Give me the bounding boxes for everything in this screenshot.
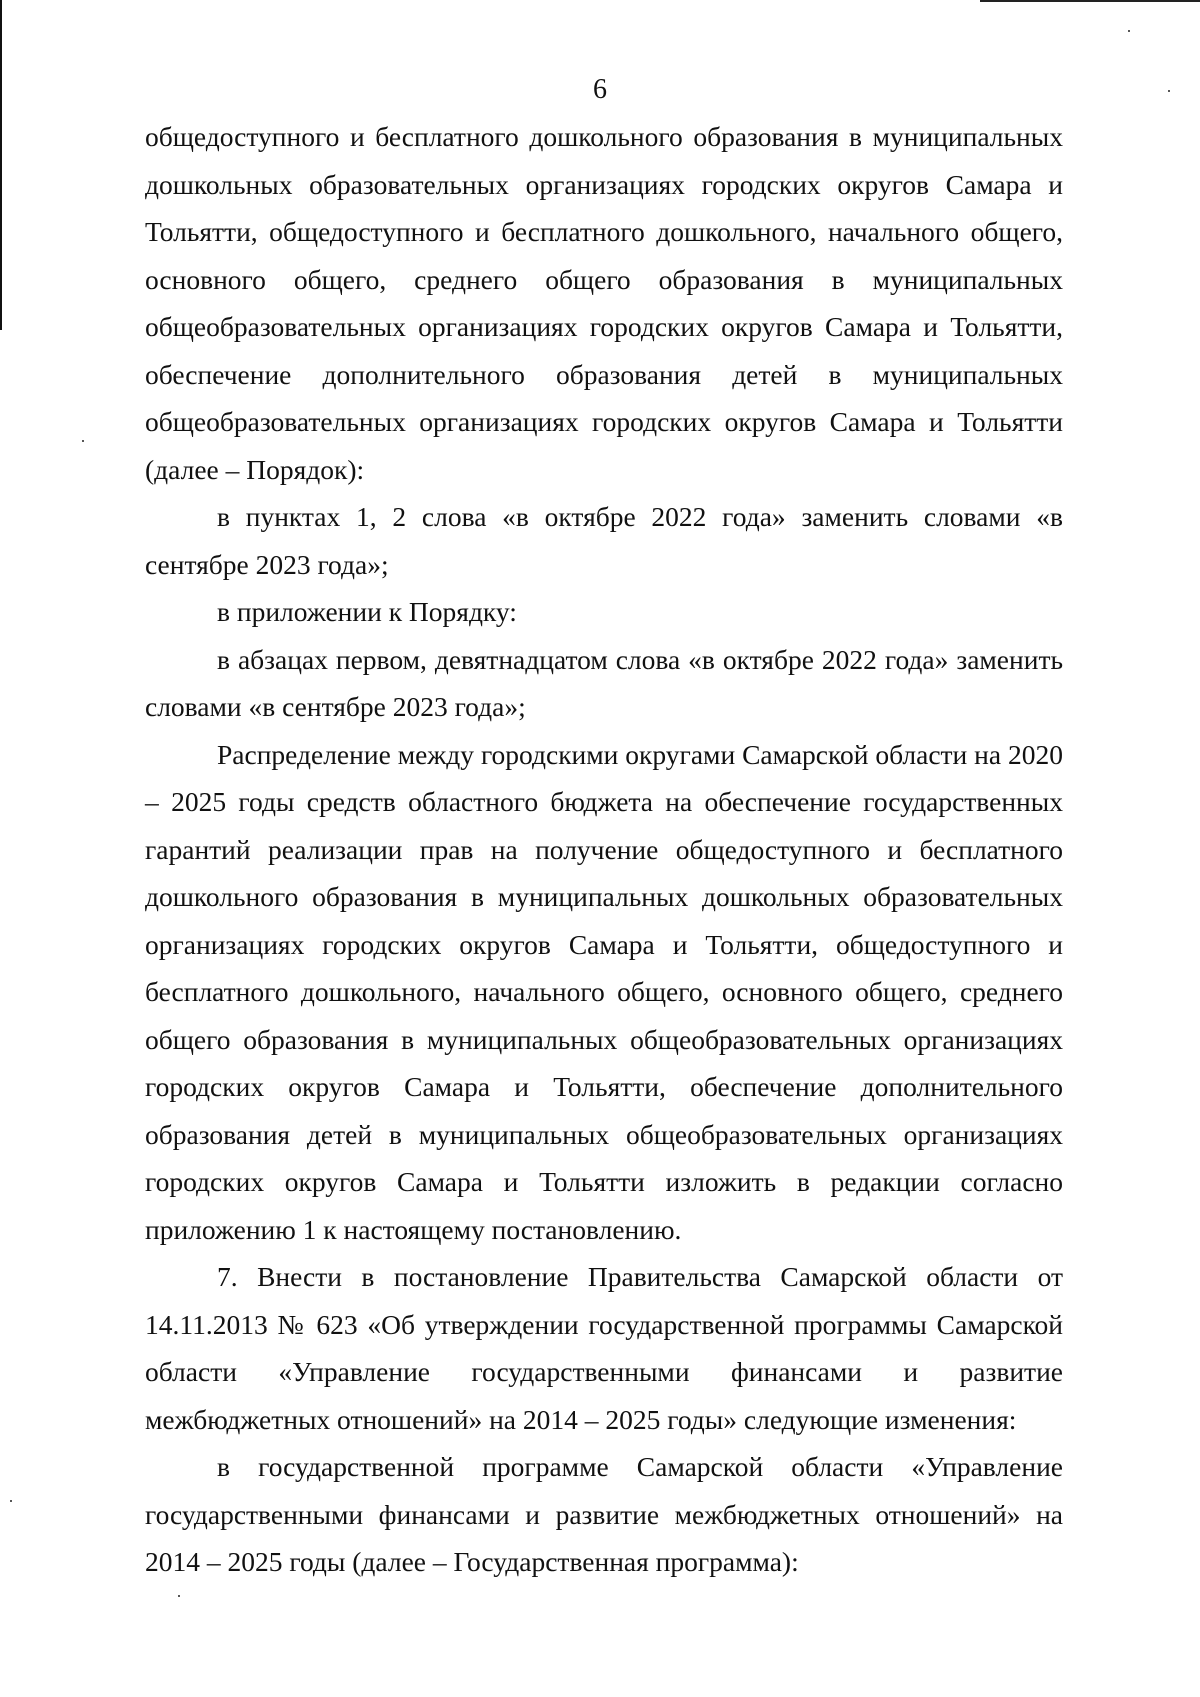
- paragraph-continuation: общедоступного и бесплатного дошкольного образования в муниципальных дошкольных образовательных организациях городских округов Самара и Тольятти, общедоступного и бесплатного дошкольного, начального общего, основного общего, среднего общего образования в муниципальных общеобразовательных организациях городских округов Самара и Тольятти, обеспечение дополнительного образования детей в муниципальных общеобразовательных организациях городских округов Самара и Тольятти (далее – Порядок):: [145, 121, 1063, 485]
- paragraph-clauses-replacement: в пунктах 1, 2 слова «в октябре 2022 года» заменить словами «в сентябре 2023 года»;: [145, 501, 1063, 580]
- paragraph-distribution: Распределение между городскими округами Самарской области на 2020 – 2025 годы средств областного бюджета на обеспечение государственных гарантий реализации прав на получение общедоступного и бесплатного дошкольного образования в муниципальных дошкольных образовательных организациях городских округов Самара и Тольятти, общедоступного и бесплатного дошкольного, начального общего, основного общего, среднего общего образования в муниципальных общеобразовательных организациях городских округов Самара и Тольятти, обеспечение дополнительного образования детей в муниципальных общеобразовательных организациях городских округов Самара и Тольятти изложить в редакции согласно приложению 1 к настоящему постановлению.: [145, 738, 1063, 1245]
- document-body: [145, 113, 1063, 1586]
- scan-speck: [1128, 30, 1130, 32]
- paragraph-state-program: в государственной программе Самарской области «Управление государственными финансами и развитие межбюджетных отношений» на 2014 – 2025 годы (далее – Государственная программа):: [145, 1451, 1063, 1577]
- page-number: 6: [593, 74, 607, 105]
- paragraph-item-7: 7. Внести в постановление Правительства Самарской области от 14.11.2013 № 623 «Об утверждении государственной программы Самарской области «Управление государственными финансами и развитие межбюджетных отношений» на 2014 – 2025 годы» следующие изменения:: [145, 1261, 1063, 1435]
- scan-speck: [10, 1500, 12, 1502]
- scan-edge-left: [0, 0, 2, 330]
- scan-speck: [178, 1595, 180, 1597]
- paragraph-abzats-replacement: в абзацах первом, девятнадцатом слова «в октябре 2022 года» заменить словами «в сентябре 2023 года»;: [145, 643, 1063, 722]
- paragraph-appendix-intro: в приложении к Порядку:: [217, 596, 517, 627]
- scan-edge-top: [980, 0, 1200, 2]
- scan-speck: [82, 440, 84, 442]
